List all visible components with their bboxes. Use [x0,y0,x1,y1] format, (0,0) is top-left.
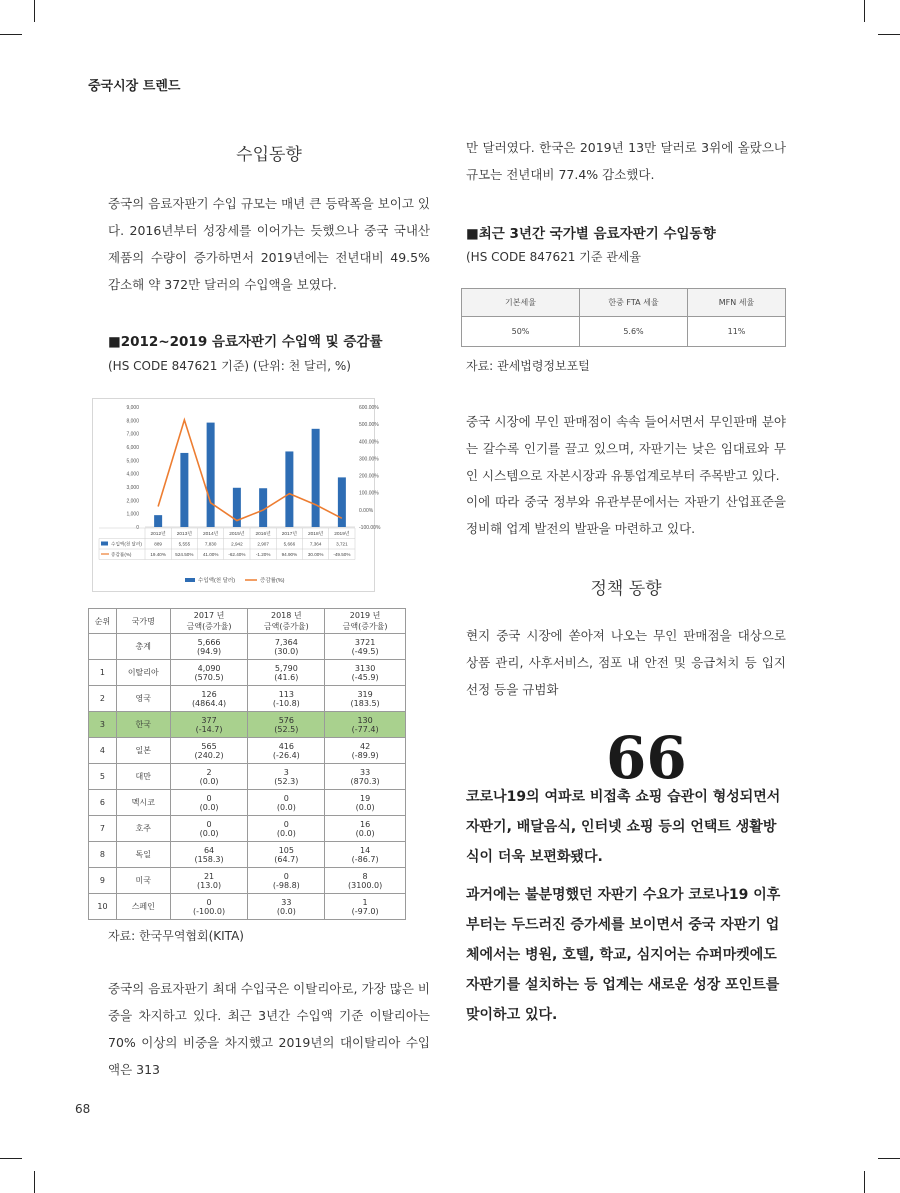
category-label: 2016년 [255,532,271,537]
row-country [116,738,170,764]
row-rank-rank: 9 [99,876,105,885]
row-2018 [248,894,325,920]
row-country-country: 일본 [135,746,152,755]
row-2019-v19: 3130 [354,663,376,673]
tariff-header-base: 기본세율 [462,289,580,317]
data-label: 2,907 [257,541,269,547]
row-2018-g18: (0.0) [276,906,296,916]
header-rank: 순위 [89,609,117,634]
row-2017 [170,816,248,842]
row-rank [89,660,117,686]
row-2018 [248,790,325,816]
trade-table-row [89,842,406,868]
header-2018-sub: 금액(증가율) [263,622,309,631]
row-2017-v17: 64 [203,845,215,855]
right-axis-tick: 600.00% [359,405,379,411]
tariff-heading: ■최근 3년간 국가별 음료자판기 수입동향 [466,226,716,242]
chart-bar [285,451,293,527]
row-2017-g17: (13.0) [197,880,222,890]
tariff-value-mfn: 11% [688,317,786,347]
row-2019 [325,634,406,660]
row-country-country: 미국 [135,876,152,885]
data-label: 2,942 [231,541,243,547]
trade-table-row [89,816,406,842]
row-rank-rank: 8 [99,850,105,859]
row-2018-v18: 5,790 [274,663,298,673]
data-label: -62.40% [228,552,246,557]
row-country-country: 총계 [135,642,152,651]
row-rank [89,790,117,816]
row-rank [89,764,117,790]
row-2019-g19: (-97.0) [351,906,379,916]
trade-table-header [89,609,406,634]
row-country [116,712,170,738]
row-rank-rank: 4 [99,746,105,755]
row-2017 [170,764,248,790]
row-2019 [325,868,406,894]
crop-mark [864,0,865,22]
trade-table [88,608,406,920]
left-axis-tick: 9,000 [126,405,139,411]
row-2018-v18: 113 [278,689,294,699]
chart-bar [207,423,215,527]
row-2017-g17: (0.0) [199,776,219,786]
trade-table-row [89,790,406,816]
row-2018-v18: 33 [281,897,292,907]
row-2018-v18: 105 [278,845,294,855]
row-2018-v18: 7,364 [274,637,298,647]
row-country [116,868,170,894]
table-key-bar [101,542,108,546]
row-2018-g18: (64.7) [274,854,299,864]
row-2018-g18: (-26.4) [272,750,300,760]
policy-paragraph: 현지 중국 시장에 쏟아져 나오는 무인 판매점을 대상으로 상품 관리, 사후서비스, 점포 내 안전 및 응급처치 등 입지선정 등을 규범화 [466,628,786,697]
chart-bar [338,477,346,527]
crop-mark [34,1171,35,1193]
row-rank [89,686,117,712]
legend-bar-key [185,578,195,582]
left-bottom-paragraph: 중국의 음료자판기 최대 수입국은 이탈리아로, 가장 많은 비중을 차지하고 있다. 최근 3년간 수입액 기준 이탈리아는 70% 이상의 비중을 차지했고 2019년의 대이탈리아 수입액은 313 [108,981,430,1077]
data-label: 3,721 [336,541,348,547]
row-2018 [248,712,325,738]
row-2019 [325,738,406,764]
legend-label: 수입액(천 달러) [198,578,236,584]
row-country [116,842,170,868]
row-2017-v17: 5,666 [197,637,221,647]
left-axis-tick: 2,000 [126,498,139,505]
quote-paragraph-2: 과거에는 불분명했던 자판기 수요가 코로나19 이후부터는 두드러진 증가세를 보이면서 중국 자판기 업체에서는 병원, 호텔, 학교, 심지어는 슈퍼마켓에도 자판기를 설치하는 등 업계는 새로운 성장 포인트를 맞이하고 있다. [466,887,781,1023]
row-2019 [325,686,406,712]
trade-table-row [89,894,406,920]
row-2018 [248,738,325,764]
data-label: 5,666 [283,541,296,547]
row-2017-g17: (240.2) [194,750,224,760]
row-2017-g17: (4864.4) [191,698,227,708]
row-country-country: 호주 [135,824,152,833]
row-country [116,894,170,920]
row-rank [89,868,117,894]
import-chart-svg [93,399,381,591]
header-2018 [248,609,325,634]
row-2019-v19: 8 [362,871,368,881]
data-label: 5,555 [178,541,191,547]
row-2018-g18: (30.0) [274,646,299,656]
trade-table-row [89,660,406,686]
right-axis-tick: 200.00% [359,473,379,480]
crop-mark [878,1158,900,1159]
row-2019 [325,764,406,790]
row-2019-g19: (-49.5) [351,646,379,656]
left-axis-tick: 0 [136,525,139,531]
row-rank-rank: 1 [99,668,105,677]
row-2018-v18: 416 [278,741,294,751]
row-2019 [325,816,406,842]
right-axis-tick: 400.00% [359,439,379,446]
row-2019-v19: 19 [360,793,371,803]
row-2019-v19: 33 [360,767,371,777]
row-2018 [248,686,325,712]
chart-bar [180,453,188,527]
table-row-label: 수입액(천 달러) [111,541,142,547]
row-2017 [170,686,248,712]
row-2018-g18: (-10.8) [272,698,300,708]
row-2018-g18: (52.5) [274,724,299,734]
right-axis-tick: 100.00% [359,490,379,497]
row-country-country: 이탈리아 [127,668,159,677]
row-rank-rank: 6 [99,798,105,807]
row-rank [89,842,117,868]
trade-table-row [89,686,406,712]
row-country [116,686,170,712]
crop-mark [0,34,22,35]
trade-table-row [89,868,406,894]
row-2019 [325,712,406,738]
row-country [116,816,170,842]
category-label: 2017년 [281,532,298,537]
unmanned-paragraph: 중국 시장에 무인 판매점이 속속 들어서면서 무인판매 분야는 갈수록 인기를 끌고 있으며, 자판기는 낮은 임대료와 무인 시스템으로 자본시장과 유통업계로부터 주목받고 있다. [466,414,786,483]
row-2019 [325,894,406,920]
data-label: -49.50% [333,552,351,557]
chart-bar [154,515,162,527]
category-label: 2015년 [229,532,245,537]
row-rank-rank: 10 [97,902,108,911]
left-axis-tick: 7,000 [126,431,139,438]
row-2018-v18: 0 [283,819,289,829]
tariff-source: 자료: 관세법령정보포털 [466,359,590,373]
row-2019-g19: (870.3) [350,776,380,786]
header-2017-sub: 금액(증가율) [186,622,232,631]
row-2018-g18: (52.3) [274,776,299,786]
row-2019-v19: 42 [360,741,371,751]
row-2019-v19: 1 [362,897,368,907]
import-intro-paragraph: 중국의 음료자판기 수입 규모는 매년 큰 등락폭을 보이고 있다. 2016년부터 성장세를 이어가는 듯했으나 중국 국내산 제품의 수량이 증가하면서 2019년에는 전년대비 49.5% 감소해 약 372만 달러의 수입액을 보였다. [108,196,430,292]
right-top-paragraph: 만 달러였다. 한국은 2019년 13만 달러로 3위에 올랐으나 규모는 전년대비 77.4% 감소했다. [466,140,786,182]
row-rank-rank: 3 [99,720,105,729]
row-2019-g19: (183.5) [350,698,380,708]
chart-heading: ■2012~2019 음료자판기 수입액 및 증감률 [108,334,383,350]
row-2019-v19: 14 [360,845,371,855]
right-axis-tick: -100.00% [359,525,381,531]
row-2017-g17: (158.3) [194,854,224,864]
row-2018-v18: 576 [278,715,294,725]
left-axis-tick: 3,000 [126,485,139,491]
left-axis-tick: 4,000 [126,471,139,478]
row-country-country: 대만 [135,772,152,781]
row-2018-g18: (-98.8) [272,880,300,890]
row-2017-v17: 0 [206,897,212,907]
row-2019 [325,790,406,816]
category-label: 2018년 [307,532,324,537]
header-country: 국가명 [116,609,170,634]
trade-table-row [89,738,406,764]
row-2017 [170,712,248,738]
tariff-header-mfn: MFN 세율 [688,289,786,317]
category-label: 2013년 [176,532,193,537]
row-2017-v17: 21 [203,871,215,881]
left-axis-tick: 6,000 [126,445,139,451]
row-rank [89,634,117,660]
row-country [116,660,170,686]
row-country [116,790,170,816]
right-axis-tick: 500.00% [359,422,379,429]
data-label: -1.20% [255,552,271,557]
row-2019-v19: 130 [357,715,373,725]
header-2019-sub: 금액(증가율) [342,622,388,631]
section-title-policy: 정책 동향 [590,579,662,599]
row-2017-v17: 0 [206,793,212,803]
row-2017-v17: 377 [201,715,217,725]
table-row-label: 증감률(%) [111,552,132,557]
row-2017-v17: 4,090 [197,663,221,673]
chart-subheading: (HS CODE 847621 기준) (단위: 천 달러, %) [108,359,351,373]
row-2017-v17: 2 [206,767,212,777]
data-label: 41.00% [202,552,219,557]
crop-mark [34,0,35,22]
row-2018-g18: (0.0) [276,802,296,812]
row-2019-g19: (3100.0) [347,880,383,890]
row-rank-rank: 2 [99,694,105,703]
row-2017 [170,868,248,894]
left-axis-tick: 5,000 [126,458,139,465]
row-2017 [170,790,248,816]
category-label: 2014년 [202,532,219,537]
row-rank [89,816,117,842]
header-2019 [325,609,406,634]
row-2017-v17: 0 [206,819,212,829]
row-country-country: 독일 [135,850,152,859]
right-axis-tick: 0.00% [359,507,374,514]
trade-table-row [89,764,406,790]
row-2019-g19: (0.0) [355,828,375,838]
legend-label: 증감률(%) [260,578,285,584]
trade-source: 자료: 한국무역협회(KITA) [108,929,244,943]
category-label: 2012년 [150,532,166,537]
row-country-country: 스페인 [131,902,155,911]
data-label: 524.50% [175,552,194,557]
row-2018 [248,842,325,868]
row-2017 [170,738,248,764]
right-axis-tick: 300.00% [359,456,379,463]
row-rank-rank: 7 [99,824,105,833]
tariff-value-base: 50% [462,317,580,347]
header-2017 [170,609,248,634]
row-2019-g19: (0.0) [355,802,375,812]
row-2017-g17: (94.9) [197,646,222,656]
running-header: 중국시장 트렌드 [88,79,181,94]
row-2019-g19: (-89.9) [351,750,379,760]
data-label: 19.40% [150,552,166,557]
row-2018-v18: 0 [283,871,289,881]
row-country [116,634,170,660]
trade-table-row [89,634,406,660]
row-2019 [325,660,406,686]
row-2018 [248,868,325,894]
data-label: 7,830 [204,541,217,547]
data-label: 7,364 [309,541,322,547]
left-axis-tick: 8,000 [126,418,139,425]
tariff-subheading: (HS CODE 847621 기준 관세율 [466,250,641,264]
row-rank [89,712,117,738]
row-2018-g18: (0.0) [276,828,296,838]
row-2019-g19: (-86.7) [351,854,379,864]
standard-paragraph: 이에 따라 중국 정부와 유관부문에서는 자판기 산업표준을 정비해 업계 발전의 발판을 마련하고 있다. [466,494,786,536]
row-rank-rank: 5 [99,772,105,781]
row-2018-v18: 0 [283,793,289,803]
row-rank [89,894,117,920]
row-2019 [325,842,406,868]
row-rank [89,738,117,764]
row-2017 [170,660,248,686]
page-number: 68 [75,1102,91,1116]
row-country-country: 멕시코 [131,798,155,807]
quote-paragraph-1: 코로나19의 여파로 비접촉 쇼핑 습관이 형성되면서 자판기, 배달음식, 인터넷 쇼핑 등의 언택트 생활방식이 더욱 보편화됐다. [466,789,781,865]
row-2018 [248,660,325,686]
row-2017-v17: 126 [201,689,217,699]
row-country-country: 한국 [135,720,152,729]
row-2019-v19: 319 [357,689,373,699]
crop-mark [864,1171,865,1193]
row-2018 [248,816,325,842]
tariff-value-fta: 5.6% [580,317,688,347]
row-2019-v19: 3721 [354,637,376,647]
tariff-table [461,288,786,347]
data-label: 889 [154,541,162,547]
header-2017-year: 2017 년 [193,611,225,620]
category-label: 2019년 [334,532,350,537]
row-2017-g17: (570.5) [194,672,224,682]
row-2017 [170,894,248,920]
row-2017 [170,842,248,868]
row-2017-g17: (0.0) [199,828,219,838]
row-country-country: 영국 [135,694,152,703]
row-2017-g17: (-100.0) [193,906,226,916]
import-chart [92,398,381,592]
data-label: 30.00% [307,552,324,557]
row-2019-v19: 16 [360,819,371,829]
crop-mark [878,34,900,35]
data-label: 94.90% [281,552,298,557]
row-2017-v17: 565 [201,741,217,751]
row-2018 [248,634,325,660]
row-2019-g19: (-77.4) [351,724,379,734]
trade-table-row [89,712,406,738]
header-2018-year: 2018 년 [271,611,302,620]
quote-mark-icon: 66 [606,724,687,792]
section-title-import: 수입동향 [236,145,302,165]
header-2019-year: 2019 년 [349,611,381,620]
row-2018-g18: (41.6) [274,672,299,682]
row-2017-g17: (-14.7) [195,724,223,734]
row-2018 [248,764,325,790]
row-country [116,764,170,790]
row-2019-g19: (-45.9) [351,672,379,682]
tariff-header-fta: 한중 FTA 세율 [580,289,688,317]
left-axis-tick: 1,000 [126,511,139,518]
crop-mark [0,1158,22,1159]
row-2018-v18: 3 [283,767,289,777]
row-2017 [170,634,248,660]
row-2017-g17: (0.0) [199,802,219,812]
chart-bar [312,429,320,527]
